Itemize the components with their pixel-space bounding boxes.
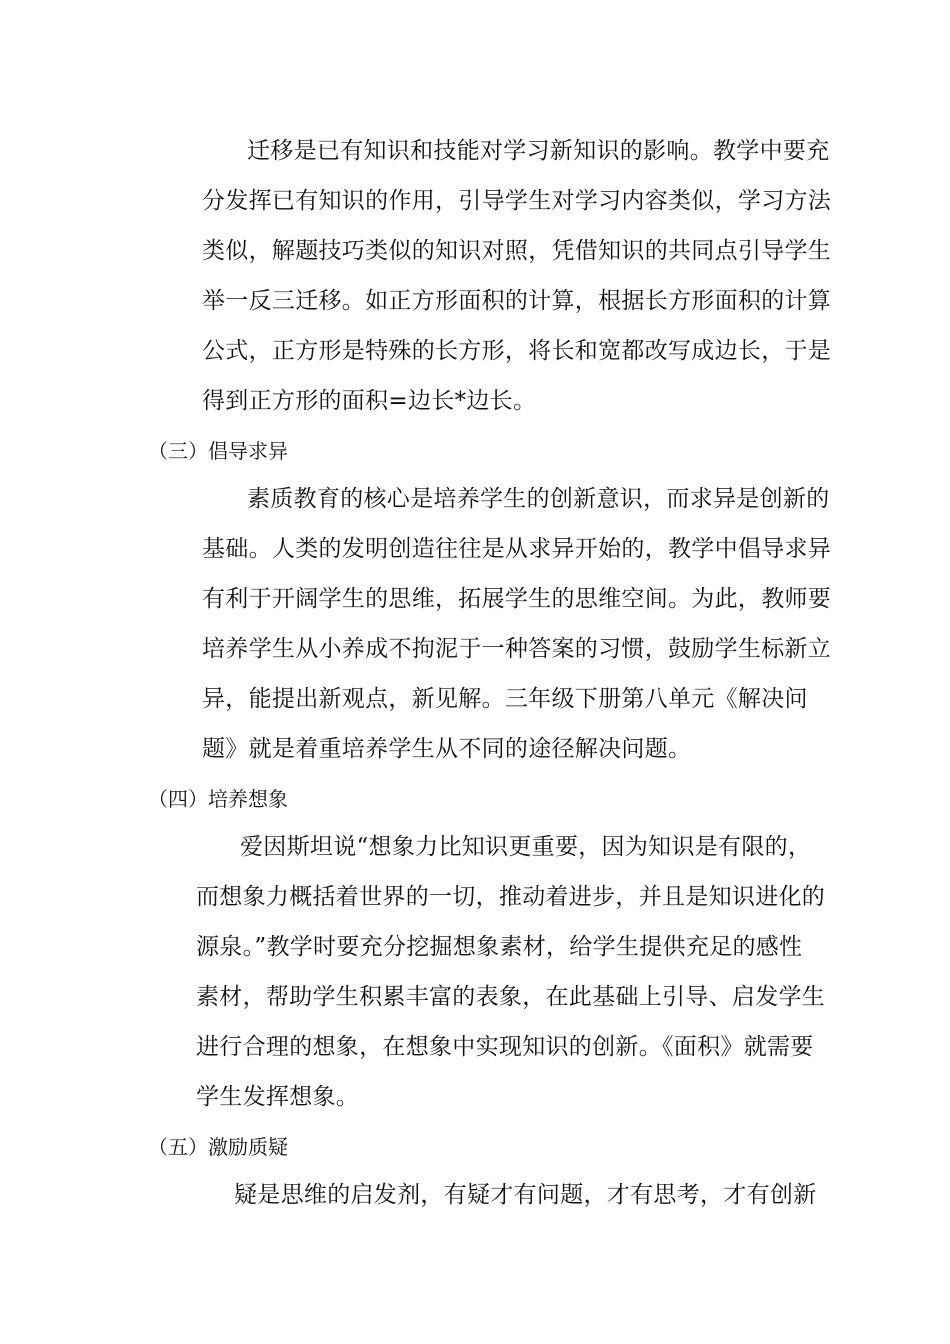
section-3-line-1: 素质教育的核心是培养学生的创新意识，而求异是创新的 — [247, 486, 830, 512]
section-4-line-1: 爱因斯坦说“想象力比知识更重要，因为知识是有限的， — [240, 834, 812, 860]
section-5-heading: （五）激励质疑 — [148, 1135, 288, 1159]
section-5-line-1: 疑是思维的启发剂，有疑才有问题，才有思考，才有创新 — [234, 1182, 817, 1208]
section-4-line-3: 源泉。”教学时要充分挖掘想象素材，给学生提供充足的感性 — [196, 934, 803, 960]
paragraph-1-line-2: 分发挥已有知识的作用，引导学生对学习内容类似，学习方法 — [202, 188, 832, 214]
section-4-line-2: 而想象力概括着世界的一切，推动着进步，并且是知识进化的 — [196, 884, 826, 910]
paragraph-1-line-5: 公式，正方形是特殊的长方形，将长和宽都改写成边长，于是 — [202, 338, 832, 364]
section-3-line-3: 有利于开阔学生的思维，拓展学生的思维空间。为此，教师要 — [202, 586, 832, 612]
paragraph-1-line-3: 类似，解题技巧类似的知识对照，凭借知识的共同点引导学生 — [202, 238, 832, 264]
section-3-line-6: 题》就是着重培养学生从不同的途径解决问题。 — [202, 736, 692, 762]
section-3-line-5: 异，能提出新观点，新见解。三年级下册第八单元《解决问 — [202, 686, 808, 712]
paragraph-1-line-6: 得到正方形的面积=边长*边长。 — [202, 388, 537, 414]
section-4-heading: （四）培养想象 — [148, 787, 288, 811]
section-4-line-6: 学生发挥想象。 — [196, 1084, 360, 1110]
section-3-line-2: 基础。人类的发明创造往往是从求异开始的，教学中倡导求异 — [202, 536, 832, 562]
paragraph-1-line-1: 迁移是已有知识和技能对学习新知识的影响。教学中要充 — [247, 138, 830, 164]
section-3-heading: （三）倡导求异 — [148, 439, 288, 463]
section-4-line-5: 进行合理的想象，在想象中实现知识的创新。《面积》就需要 — [196, 1034, 814, 1060]
paragraph-1-line-4: 举一反三迁移。如正方形面积的计算，根据长方形面积的计算 — [202, 288, 832, 314]
section-3-line-4: 培养学生从小养成不拘泥于一种答案的习惯，鼓励学生标新立 — [202, 636, 832, 662]
section-4-line-4: 素材，帮助学生积累丰富的表象，在此基础上引导、启发学生 — [196, 984, 826, 1010]
